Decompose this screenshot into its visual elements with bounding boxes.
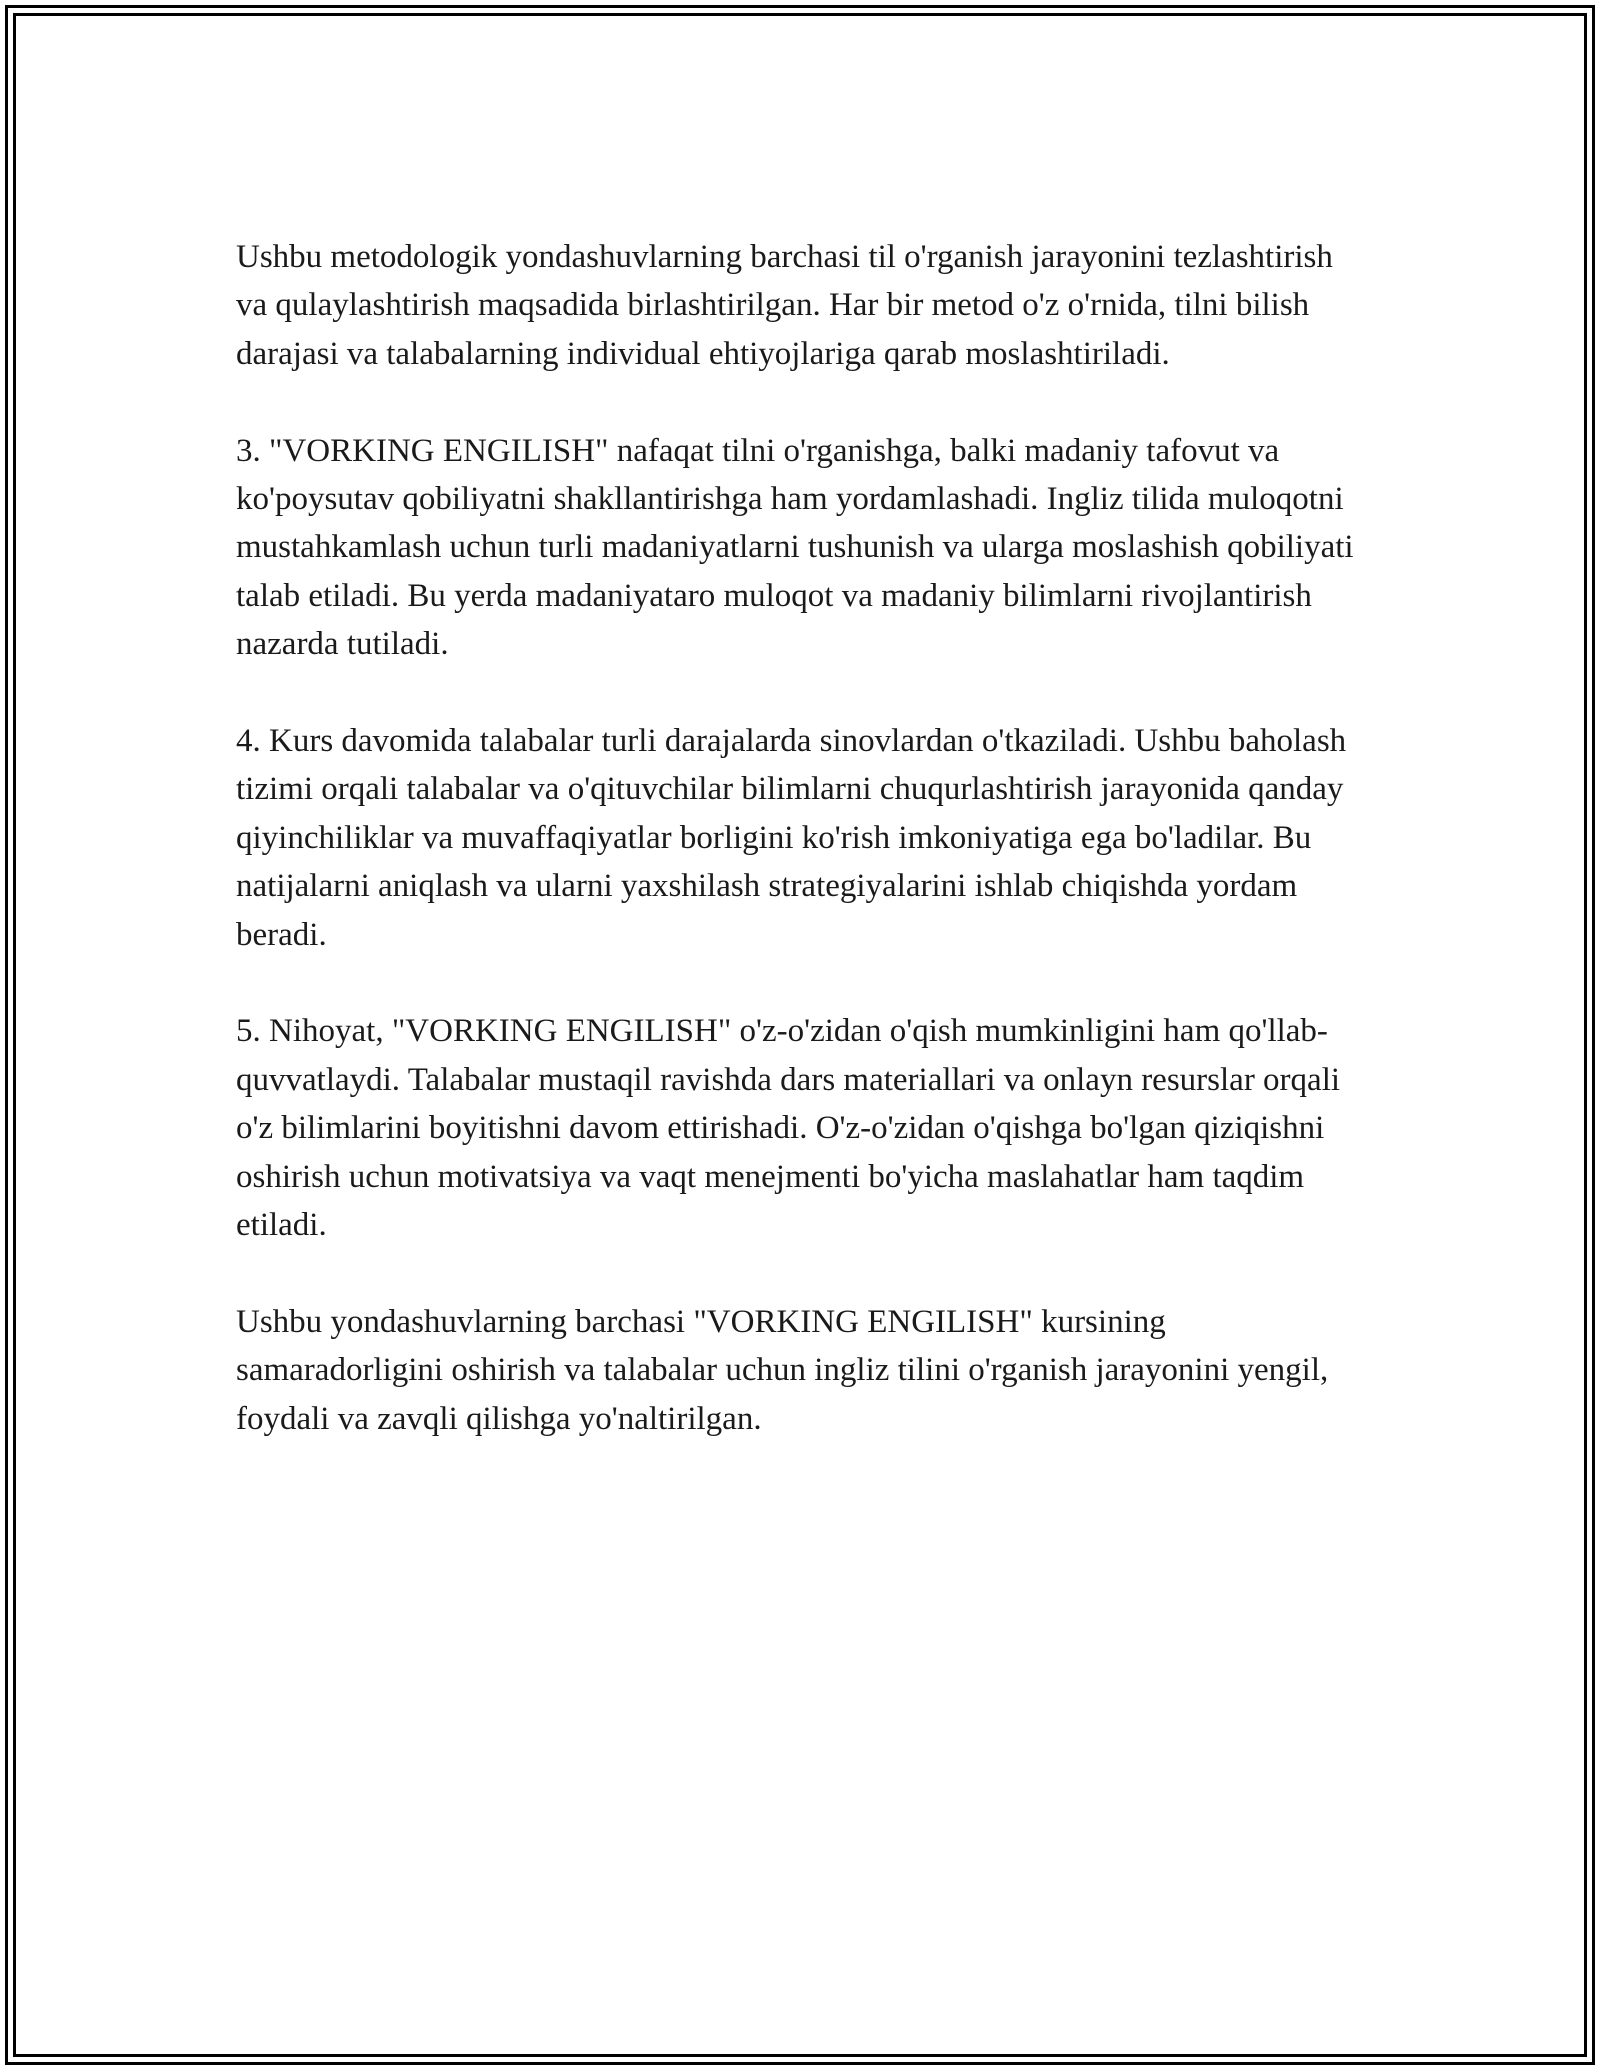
paragraph-point-3: 3. "VORKING ENGILISH" nafaqat tilni o'rganishga, balki madaniy tafovut va ko'poysutav qobiliyatni shakllantirishga ham yordamlashadi. Ingliz tilida muloqotni mustahkamlash uchun turli madaniyatlarni tushunish va ularga moslashish qobiliyati talab etiladi. Bu yerda madaniyataro muloqot va madaniy bilimlarni rivojlantirish nazarda tutiladi. [236,432,1354,663]
paragraph-point-5: 5. Nihoyat, "VORKING ENGILISH" o'z-o'zidan o'qish mumkinligini ham qo'llab-quvvatlaydi. Talabalar mustaqil ravishda dars materiallari va onlayn resurslar orqali o'z bilimlarini boyitishni davom ettirishadi. O'z-o'zidan o'qishga bo'lgan qiziqishni oshirish uchun motivatsiya va vaqt menejmenti bo'yicha maslahatlar ham taqdim etiladi. [236,1013,1341,1244]
paragraph-intro: Ushbu metodologik yondashuvlarning barchasi til o'rganish jarayonini tezlashtirish va qulaylashtirish maqsadida birlashtirilgan. Har bir metod o'z o'rnida, tilni bilish darajasi va talabalarning individual ehtiyojlariga qarab moslashtiriladi. [236,239,1333,372]
document-body [236,233,1366,1491]
paragraph-conclusion: Ushbu yondashuvlarning barchasi "VORKING ENGILISH" kursining samaradorligini oshirish va talabalar uchun ingliz tilini o'rganish jarayonini yengil, foydali va zavqli qilishga yo'naltirilgan. [236,1303,1329,1437]
paragraph-point-4: 4. Kurs davomida talabalar turli darajalarda sinovlardan o'tkaziladi. Ushbu baholash tizimi orqali talabalar va o'qituvchilar bilimlarni chuqurlashtirish jarayonida qanday qiyinchiliklar va muvaffaqiyatlar borligini ko'rish imkoniyatiga ega bo'ladilar. Bu natijalarni aniqlash va ularni yaxshilash strategiyalarini ishlab chiqishda yordam beradi. [236,723,1347,953]
